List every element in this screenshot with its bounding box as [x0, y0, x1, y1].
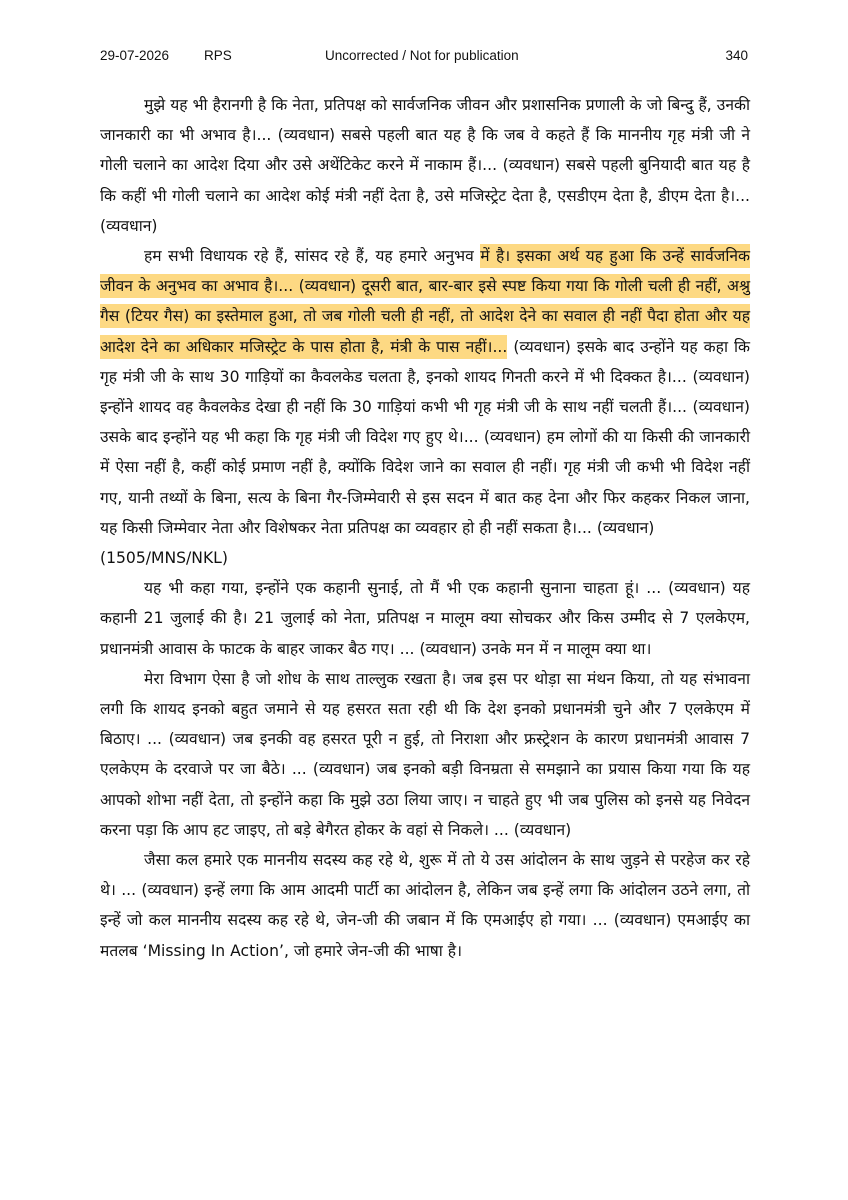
paragraph-3: यह भी कहा गया, इन्होंने एक कहानी सुनाई, तो मैं भी एक कहानी सुनाना चाहता हूं। ... (व्यवधान) यह कहानी 21 जुलाई की है। 21 जुलाई को नेता, प्रतिपक्ष न मालूम क्या सोचकर और किस उम्मीद से 7 एलकेएम, प्रधानमंत्री आवास के फाटक के बाहर जाकर बैठ गए। ... (व्यवधान) उनके मन में न मालूम क्या था।	[100, 579, 750, 658]
header-code: RPS	[204, 48, 232, 63]
header-page-number: 340	[725, 48, 748, 63]
paragraph-4: मेरा विभाग ऐसा है जो शोध के साथ ताल्लुक रखता है। जब इस पर थोड़ा सा मंथन किया, तो यह संभावना लगी कि शायद इनको बहुत जमाने से यह हसरत सता रही थी कि देश इनको प्रधानमंत्री चुने और 7 एलकेएम में बिठाए। ... (व्यवधान) जब इनकी वह हसरत पूरी न हुई, तो निराशा और फ्रस्ट्रेशन के कारण प्रधानमंत्री आवास 7 एलकेएम के दरवाजे पर जा बैठे। ... (व्यवधान) जब इनको बड़ी विनम्रता से समझाने का प्रयास किया गया कि यह आपको शोभा नहीं देता, तो इन्होंने कहा कि मुझे उठा लिया जाए। न चाहते हुए भी जब पुलिस को इनसे यह निवेदन करना पड़ा कि आप हट जाइए, तो बड़े बेगैरत होकर के वहां से निकले। ... (व्यवधान)	[100, 669, 750, 839]
paragraph-1: मुझे यह भी हैरानगी है कि नेता, प्रतिपक्ष को सार्वजनिक जीवन और प्रशासनिक प्रणाली के जो बिन्दु हैं, उनकी जानकारी का भी अभाव है।... (व्यवधान) सबसे पहली बात यह है कि जब वे कहते हैं कि माननीय गृह मंत्री जी ने गोली चलाने का आदेश दिया और उसे अथेंटिकेट करने में नाकाम हैं।... (व्यवधान) सबसे पहली बुनियादी बात यह है कि कहीं भी गोली चलाने का आदेश कोई मंत्री नहीं देता है, उसे मजिस्ट्रेट देता है, एसडीएम देता है, डीएम देता है।... (व्यवधान)	[100, 96, 750, 235]
paragraph-5: जैसा कल हमारे एक माननीय सदस्य कह रहे थे, शुरू में तो ये उस आंदोलन के साथ जुड़ने से परहेज कर रहे थे। ... (व्यवधान) इन्हें लगा कि आम आदमी पार्टी का आंदोलन है, लेकिन जब इन्हें लगा कि आंदोलन उठने लगा, तो इन्हें जो कल माननीय सदस्य कह रहे थे, जेन-जी की जबान में कि एमआईए हो गया। ... (व्यवधान) एमआईए का मतलब ‘Missing In Action’, जो हमारे जेन-जी की भाषा है।	[100, 851, 750, 960]
page-header	[100, 40, 748, 70]
paragraph-2: हम सभी विधायक रहे हैं, सांसद रहे हैं, यह हमारे अनुभव में है। इसका अर्थ यह हुआ कि उन्हें सार्वजनिक जीवन के अनुभव का अभाव है।... (व्यवधान) दूसरी बात, बार-बार इसे स्पष्ट किया गया कि गोली चली ही नहीं, अश्रु गैस (टियर गैस) का इस्तेमाल हुआ, तो जब गोली चली ही नहीं, तो आदेश देने का सवाल ही नहीं पैदा होता और यह आदेश देने का अधिकार मजिस्ट्रेट के पास होता है, मंत्री के पास नहीं।... (व्यवधान) इसके बाद उन्होंने यह कहा कि गृह मंत्री जी के साथ 30 गाड़ियों का कैवलकेड चलता है, इनको शायद गिनती करने में भी दिक्कत है।... (व्यवधान) इन्होंने शायद वह कैवलकेड देखा ही नहीं कि 30 गाड़ियां कभी भी गृह मंत्री जी के साथ नहीं चलती हैं।... (व्यवधान) उसके बाद इन्होंने यह भी कहा कि गृह मंत्री जी विदेश गए हुए थे।... (व्यवधान) हम लोगों की या किसी की जानकारी में ऐसा नहीं है, कहीं कोई प्रमाण नहीं है, क्योंकि विदेश जाने का सवाल ही नहीं। गृह मंत्री जी कभी भी विदेश नहीं गए, यानी तथ्यों के बिना, सत्य के बिना गैर-जिम्मेवारी से इस सदन में बात कह देना और फिर कहकर निकल जाना, यह किसी जिम्मेवार नेता और विशेषकर नेता प्रतिपक्ष का व्यवहार हो ही नहीं सकता है।... (व्यवधान)	[100, 241, 750, 543]
document-body	[100, 90, 750, 966]
highlighted-text[interactable]: में है। इसका अर्थ यह हुआ कि उन्हें सार्वजनिक जीवन के अनुभव का अभाव है।... (व्यवधान) दूसरी बात, बार-बार इसे स्पष्ट किया गया कि गोली चली ही नहीं, अश्रु गैस (टियर गैस) का इस्तेमाल हुआ, तो जब गोली चली ही नहीं, तो आदेश देने का सवाल ही नहीं पैदा होता और यह आदेश देने का अधिकार मजिस्ट्रेट के पास होता है, मंत्री के पास नहीं।...	[100, 244, 750, 359]
reference-code: (1505/MNS/NKL)	[100, 549, 228, 568]
header-date: 29-07-2026	[100, 48, 170, 63]
header-status: Uncorrected / Not for publication	[325, 48, 519, 63]
